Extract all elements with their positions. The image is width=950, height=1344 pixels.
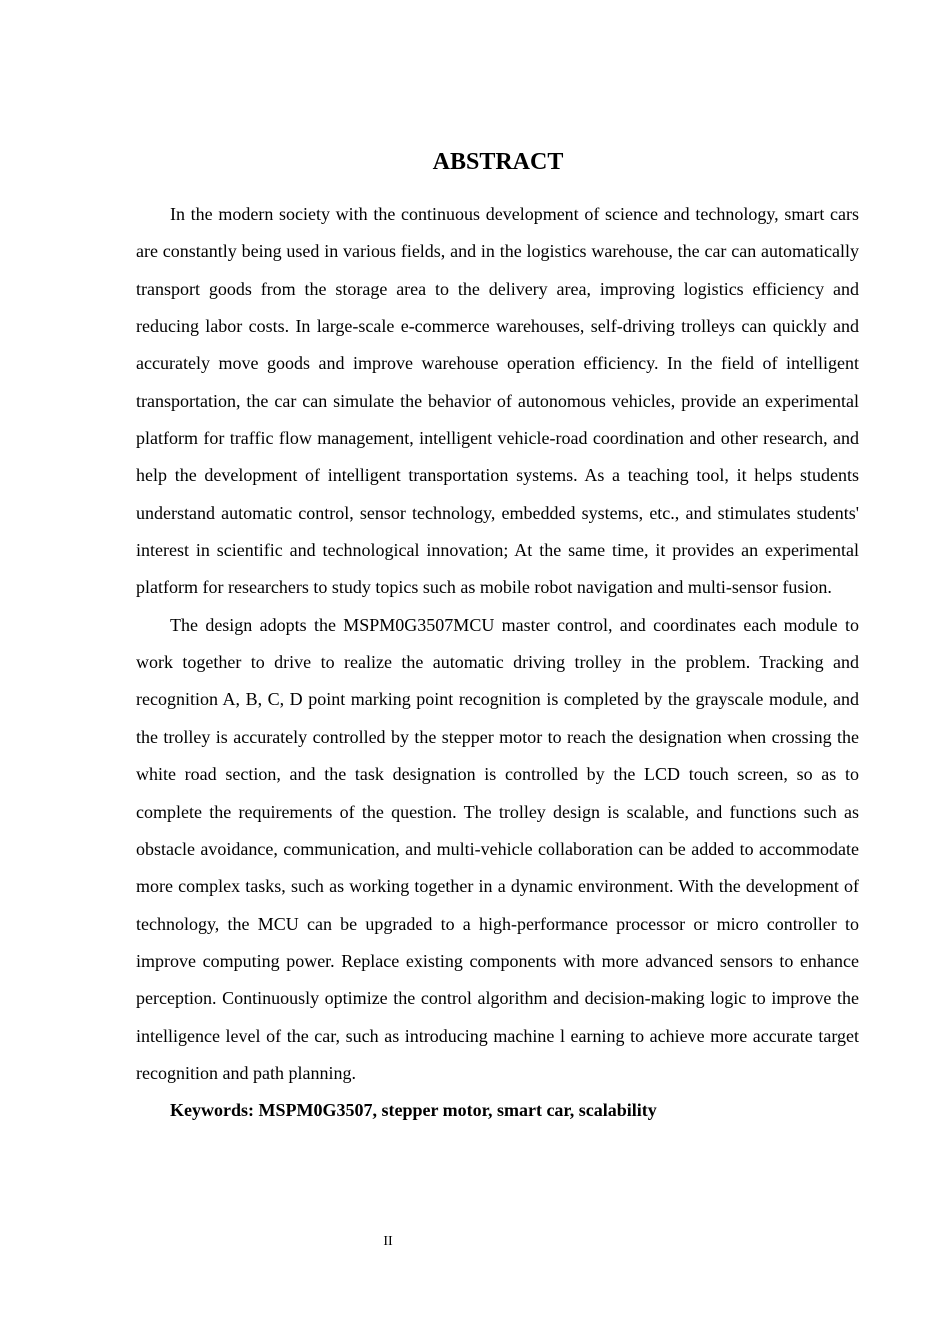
abstract-body: [136, 196, 859, 1130]
keywords-line: Keywords: MSPM0G3507, stepper motor, smart car, scalability: [170, 1100, 657, 1121]
page-number: II: [383, 1234, 393, 1249]
abstract-paragraph-2: The design adopts the MSPM0G3507MCU master control, and coordinates each module to work together to drive to realize the automatic driving trolley in the problem. Tracking and recognition A, B, C, D point marking point recognition is completed by the grayscale module, and the trolley is accurately controlled by the stepper motor to reach the designation when crossing the white road section, and the task designation is controlled by the LCD touch screen, so as to complete the requirements of the question. The trolley design is scalable, and functions such as obstacle avoidance, communication, and multi-vehicle collaboration can be added to accommodate more complex tasks, such as working together in a dynamic environment. With the development of technology, the MCU can be upgraded to a high-performance processor or micro controller to improve computing power. Replace existing components with more advanced sensors to enhance perception. Continuously optimize the control algorithm and decision-making logic to improve the intelligence level of the car, such as introducing machine l earning to achieve more accurate target recognition and path planning.: [136, 614, 859, 1083]
abstract-paragraph-1: In the modern society with the continuous development of science and technology, smart cars are constantly being used in various fields, and in the logistics warehouse, the car can automatically transport goods from the storage area to the delivery area, improving logistics efficiency and reducing labor costs. In large-scale e-commerce warehouses, self-driving trolleys can quickly and accurately move goods and improve warehouse operation efficiency. In the field of intelligent transportation, the car can simulate the behavior of autonomous vehicles, provide an experimental platform for traffic flow management, intelligent vehicle-road coordination and other research, and help the development of intelligent transportation systems. As a teaching tool, it helps students understand automatic control, sensor technology, embedded systems, etc., and stimulates students' interest in scientific and technological innovation; At the same time, it provides an experimental platform for researchers to study topics such as mobile robot navigation and multi-sensor fusion.: [136, 204, 859, 598]
abstract-heading: ABSTRACT: [432, 149, 564, 175]
